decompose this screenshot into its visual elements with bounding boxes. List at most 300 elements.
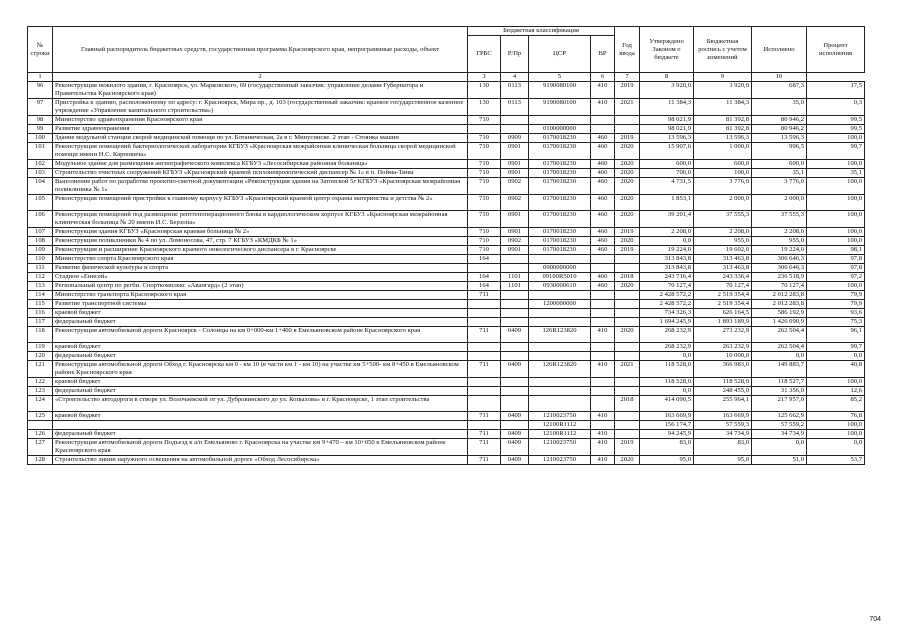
row-grbs <box>468 378 501 387</box>
row-year: 2019 <box>615 82 640 99</box>
row-percent: 35,1 <box>807 169 865 178</box>
row-csr <box>529 387 591 396</box>
row-year <box>615 412 640 421</box>
table-row <box>28 318 865 327</box>
row-number: 96 <box>28 82 53 99</box>
table-row <box>28 300 865 309</box>
row-vr: 410 <box>591 412 615 421</box>
table-row <box>28 264 865 273</box>
row-name: «Строительство автодороги в створе ул. Волочаевской от ул. Дубровинского до ул. Копылова» в г. Красноярске, 1 этап строительства <box>53 396 468 412</box>
row-name: Пристройка к зданию, расположенному по адресу: г. Красноярск, Мира пр., д. 103 (государственный заказчик: краевое государственное казенное учреждение «Управление капитального строительства») <box>53 99 468 116</box>
row-roster: 81 392,8 <box>694 116 752 125</box>
row-number: 103 <box>28 169 53 178</box>
row-year: 2020 <box>615 456 640 465</box>
row-percent: 100,0 <box>807 160 865 169</box>
row-csr: 1210023750 <box>529 412 591 421</box>
row-executed: 586 192,9 <box>752 309 807 318</box>
row-csr <box>529 291 591 300</box>
row-vr <box>591 352 615 361</box>
row-number: 107 <box>28 228 53 237</box>
row-roster: 2 519 354,4 <box>694 291 752 300</box>
row-rpr <box>501 255 529 264</box>
row-year <box>615 255 640 264</box>
row-name: Реконструкция автомобильной дороги Красноярск - Солонцы на км 0+000-км 1+400 в Емельяновском районе Красноярского края <box>53 327 468 343</box>
row-csr <box>529 309 591 318</box>
row-year: 2020 <box>615 237 640 246</box>
row-vr: 460 <box>591 246 615 255</box>
row-name: Развитие здравоохранения <box>53 125 468 134</box>
row-percent: 100,0 <box>807 195 865 211</box>
row-csr: 0170018230 <box>529 169 591 178</box>
row-grbs <box>468 343 501 352</box>
row-name: Модульное здание для размещения ангиографического комплекса КГБУЗ «Лесосибирская районная больница» <box>53 160 468 169</box>
row-roster: 263 232,9 <box>694 343 752 352</box>
row-approved: 70 127,4 <box>640 282 694 291</box>
row-year: 2020 <box>615 143 640 160</box>
row-rpr: 0409 <box>501 361 529 378</box>
row-rpr: 0902 <box>501 237 529 246</box>
row-csr: 126R123820 <box>529 361 591 378</box>
row-vr: 410 <box>591 99 615 116</box>
row-percent: 100,0 <box>807 421 865 430</box>
row-grbs: 710 <box>468 178 501 195</box>
row-name: Реконструкция помещений пристройки к главному корпусу КГБУЗ «Красноярский краевой центр охраны материнства и детства № 2» <box>53 195 468 211</box>
row-approved: 4 731,5 <box>640 178 694 195</box>
row-approved: 414 090,5 <box>640 396 694 412</box>
row-grbs: 710 <box>468 169 501 178</box>
row-vr: 410 <box>591 327 615 343</box>
row-csr: 0170018230 <box>529 246 591 255</box>
row-rpr: 0409 <box>501 412 529 421</box>
row-percent: 99,5 <box>807 125 865 134</box>
row-percent: 100,0 <box>807 237 865 246</box>
column-index: 6 <box>591 73 615 82</box>
row-executed: 236 518,9 <box>752 273 807 282</box>
row-roster: 366 983,0 <box>694 361 752 378</box>
row-name: Министерство спорта Красноярского края <box>53 255 468 264</box>
row-name: Реконструкция помещений под размещение рентгеноперационного блока в кардиологическом корпусе КГБУЗ «Красноярская межрайонная клиническая больница № 20 имени И.С. Берзона» <box>53 211 468 228</box>
row-percent: 97,8 <box>807 255 865 264</box>
row-executed: 57 559,2 <box>752 421 807 430</box>
row-roster: 1 893 189,9 <box>694 318 752 327</box>
row-executed: 996,5 <box>752 143 807 160</box>
header-num: № строки <box>28 27 53 73</box>
row-csr <box>529 378 591 387</box>
row-name: федеральный бюджет <box>53 318 468 327</box>
row-vr <box>591 387 615 396</box>
row-year: 2020 <box>615 211 640 228</box>
row-name: краевой бюджет <box>53 412 468 421</box>
row-number: 98 <box>28 116 53 125</box>
row-grbs <box>468 309 501 318</box>
row-year: 2019 <box>615 228 640 237</box>
row-percent: 85,2 <box>807 396 865 412</box>
row-csr: 9190080100 <box>529 99 591 116</box>
row-number: 115 <box>28 300 53 309</box>
row-grbs <box>468 300 501 309</box>
row-rpr <box>501 318 529 327</box>
row-csr: 0170018230 <box>529 160 591 169</box>
row-percent: 17,5 <box>807 82 865 99</box>
row-vr <box>591 125 615 134</box>
row-percent: 40,8 <box>807 361 865 378</box>
row-approved: 83,0 <box>640 439 694 456</box>
row-number <box>28 421 53 430</box>
row-approved: 2 428 572,2 <box>640 300 694 309</box>
row-csr: 0170018230 <box>529 178 591 195</box>
row-percent: 79,9 <box>807 291 865 300</box>
row-number: 117 <box>28 318 53 327</box>
table-row <box>28 228 865 237</box>
row-rpr: 0113 <box>501 99 529 116</box>
row-executed: 2 000,0 <box>752 195 807 211</box>
table-row <box>28 456 865 465</box>
row-name <box>53 421 468 430</box>
row-grbs: 711 <box>468 430 501 439</box>
table-row <box>28 195 865 211</box>
row-approved: 268 232,9 <box>640 327 694 343</box>
row-grbs <box>468 396 501 412</box>
row-vr: 460 <box>591 273 615 282</box>
row-roster: 34 734,9 <box>694 430 752 439</box>
row-vr <box>591 396 615 412</box>
table-row <box>28 361 865 378</box>
row-executed: 687,3 <box>752 82 807 99</box>
row-percent: 98,1 <box>807 246 865 255</box>
row-csr <box>529 318 591 327</box>
row-name: Реконструкция нежилого здания, г. Красноярск, ул. Марковского, 69 (государственный заказчик: управление делами Губернатора и Правительства Красноярского края) <box>53 82 468 99</box>
header-executed: Исполнено <box>752 27 807 73</box>
row-name: Реконструкция и расширение Красноярского краевого онкологического диспансера в г. Красноярске <box>53 246 468 255</box>
row-grbs: 711 <box>468 291 501 300</box>
row-number: 119 <box>28 343 53 352</box>
row-roster: 100,0 <box>694 169 752 178</box>
row-csr: 0930000610 <box>529 282 591 291</box>
column-index: 9 <box>694 73 752 82</box>
row-grbs: 711 <box>468 439 501 456</box>
row-executed: 1 426 090,9 <box>752 318 807 327</box>
row-executed: 217 957,0 <box>752 396 807 412</box>
column-index: 5 <box>529 73 591 82</box>
row-name: Реконструкция помещений бактериологической лаборатории КГБУЗ «Красноярская межрайонная клиническая больница скорой медицинской помощи имени Н.С. Карповича» <box>53 143 468 160</box>
row-roster: 10 000,0 <box>694 352 752 361</box>
row-rpr <box>501 387 529 396</box>
row-grbs: 710 <box>468 228 501 237</box>
row-vr <box>591 291 615 300</box>
row-vr <box>591 264 615 273</box>
row-grbs: 164 <box>468 273 501 282</box>
row-executed: 955,0 <box>752 237 807 246</box>
row-name: федеральный бюджет <box>53 430 468 439</box>
budget-table <box>27 26 865 465</box>
row-csr: 0170018230 <box>529 211 591 228</box>
row-percent: 79,9 <box>807 300 865 309</box>
table-row <box>28 327 865 343</box>
row-approved: 243 716,4 <box>640 273 694 282</box>
table-row <box>28 387 865 396</box>
row-year <box>615 116 640 125</box>
row-percent: 93,6 <box>807 309 865 318</box>
row-rpr: 0409 <box>501 430 529 439</box>
row-name: Реконструкция поликлиники № 4 по ул. Ломоносова, 47, стр. 7 КГБУЗ «КМДКБ № 1» <box>53 237 468 246</box>
row-number: 121 <box>28 361 53 378</box>
row-name: краевой бюджет <box>53 343 468 352</box>
row-approved: 1 853,1 <box>640 195 694 211</box>
row-approved: 163 669,9 <box>640 412 694 421</box>
row-percent: 0,3 <box>807 99 865 116</box>
row-name: Строительство очистных сооружений КГБУЗ «Красноярский краевой психоневрологический диспансер № 1» в п. Пойма-Тины <box>53 169 468 178</box>
row-roster: 2 208,0 <box>694 228 752 237</box>
row-rpr <box>501 264 529 273</box>
row-approved: 15 907,6 <box>640 143 694 160</box>
row-percent: 96,1 <box>807 327 865 343</box>
row-approved: 118 528,0 <box>640 378 694 387</box>
row-executed: 35,1 <box>752 169 807 178</box>
row-vr: 460 <box>591 237 615 246</box>
row-executed: 35,0 <box>752 99 807 116</box>
row-name: федеральный бюджет <box>53 352 468 361</box>
row-rpr: 0901 <box>501 169 529 178</box>
row-approved: 19 224,0 <box>640 246 694 255</box>
row-number: 106 <box>28 211 53 228</box>
row-csr: 9190080100 <box>529 82 591 99</box>
header-vr: ВР <box>591 36 615 73</box>
row-vr: 410 <box>591 361 615 378</box>
row-number: 122 <box>28 378 53 387</box>
row-number: 109 <box>28 246 53 255</box>
row-csr: 0170018230 <box>529 195 591 211</box>
row-year: 2020 <box>615 195 640 211</box>
header-budget-class: Бюджетная классификация <box>468 27 615 36</box>
row-roster: 255 964,1 <box>694 396 752 412</box>
row-name: Министерство транспорта Красноярского края <box>53 291 468 300</box>
row-rpr: 0909 <box>501 134 529 143</box>
row-approved: 118 528,0 <box>640 361 694 378</box>
row-grbs: 710 <box>468 195 501 211</box>
row-roster: 3 920,0 <box>694 82 752 99</box>
row-csr: 12100R1112 <box>529 430 591 439</box>
row-grbs: 710 <box>468 116 501 125</box>
row-executed: 3 776,0 <box>752 178 807 195</box>
column-index: 8 <box>640 73 694 82</box>
row-approved: 0,0 <box>640 352 694 361</box>
row-executed: 262 504,4 <box>752 343 807 352</box>
row-number: 101 <box>28 143 53 160</box>
row-name: Развитие транспортной системы <box>53 300 468 309</box>
row-year <box>615 309 640 318</box>
row-number: 124 <box>28 396 53 412</box>
column-index: 4 <box>501 73 529 82</box>
row-approved: 2 428 572,2 <box>640 291 694 300</box>
row-vr <box>591 116 615 125</box>
table-row <box>28 82 865 99</box>
row-roster: 3 776,0 <box>694 178 752 195</box>
row-rpr: 0901 <box>501 246 529 255</box>
row-approved: 3 920,0 <box>640 82 694 99</box>
row-grbs: 711 <box>468 456 501 465</box>
column-index: 3 <box>468 73 501 82</box>
row-vr: 460 <box>591 211 615 228</box>
row-rpr <box>501 309 529 318</box>
row-percent: 100,0 <box>807 228 865 237</box>
row-executed: 262 504,4 <box>752 327 807 343</box>
row-number: 97 <box>28 99 53 116</box>
header-percent: Процент исполнения <box>807 27 865 73</box>
row-approved: 156 174,7 <box>640 421 694 430</box>
row-roster: 13 596,3 <box>694 134 752 143</box>
row-name: Реконструкция автомобильной дороги Обход г. Красноярска км 0 - км 10 (в части км 1 - км 10) на участке км 5+500- км 8+450 в Емельяновском районе Красноярского края <box>53 361 468 378</box>
row-number: 118 <box>28 327 53 343</box>
table-row <box>28 343 865 352</box>
row-executed: 34 734,9 <box>752 430 807 439</box>
row-name: Строительство линии наружного освещения на автомобильной дороге «Обход Лесосибирска» <box>53 456 468 465</box>
row-vr: 460 <box>591 160 615 169</box>
row-executed: 37 555,3 <box>752 211 807 228</box>
table-row <box>28 134 865 143</box>
row-rpr: 1101 <box>501 273 529 282</box>
header-roster: Бюджетная роспись с учетом изменений <box>694 27 752 73</box>
table-row <box>28 116 865 125</box>
row-vr: 410 <box>591 82 615 99</box>
row-year: 2020 <box>615 282 640 291</box>
row-year: 2019 <box>615 439 640 456</box>
row-roster: 83,0 <box>694 439 752 456</box>
row-number: 111 <box>28 264 53 273</box>
row-number: 110 <box>28 255 53 264</box>
row-csr: 0170018230 <box>529 237 591 246</box>
row-rpr: 1101 <box>501 282 529 291</box>
row-approved: 700,0 <box>640 169 694 178</box>
row-grbs: 710 <box>468 237 501 246</box>
row-number: 126 <box>28 430 53 439</box>
row-executed: 149 883,7 <box>752 361 807 378</box>
row-grbs <box>468 125 501 134</box>
row-percent: 100,0 <box>807 178 865 195</box>
row-approved: 98 021,9 <box>640 125 694 134</box>
row-vr: 460 <box>591 195 615 211</box>
row-percent: 99,7 <box>807 343 865 352</box>
row-csr: 0100000000 <box>529 125 591 134</box>
row-vr: 410 <box>591 456 615 465</box>
row-vr <box>591 300 615 309</box>
row-executed: 13 596,3 <box>752 134 807 143</box>
row-percent: 75,3 <box>807 318 865 327</box>
row-roster: 313 463,8 <box>694 264 752 273</box>
row-executed: 80 946,2 <box>752 125 807 134</box>
row-grbs: 130 <box>468 99 501 116</box>
row-executed: 2 012 283,8 <box>752 291 807 300</box>
table-row <box>28 160 865 169</box>
row-vr: 460 <box>591 169 615 178</box>
row-number: 120 <box>28 352 53 361</box>
row-approved: 0,0 <box>640 387 694 396</box>
row-approved: 1 694 245,9 <box>640 318 694 327</box>
row-percent: 99,5 <box>807 116 865 125</box>
row-csr: 0900000000 <box>529 264 591 273</box>
row-vr <box>591 255 615 264</box>
row-number: 99 <box>28 125 53 134</box>
row-year <box>615 291 640 300</box>
header-approved: Утверждено Законом о бюджете <box>640 27 694 73</box>
header-grbs: ГРБС <box>468 36 501 73</box>
row-grbs: 710 <box>468 134 501 143</box>
row-vr: 460 <box>591 143 615 160</box>
row-grbs <box>468 387 501 396</box>
row-percent: 76,8 <box>807 412 865 421</box>
table-row <box>28 237 865 246</box>
row-year: 2021 <box>615 99 640 116</box>
row-executed: 19 224,0 <box>752 246 807 255</box>
row-executed: 51,0 <box>752 456 807 465</box>
row-name: Реконструкция здания КГБУЗ «Красноярская краевая больница № 2» <box>53 228 468 237</box>
row-csr <box>529 396 591 412</box>
row-rpr: 0901 <box>501 211 529 228</box>
row-rpr: 0901 <box>501 228 529 237</box>
row-name: краевой бюджет <box>53 309 468 318</box>
table-row <box>28 378 865 387</box>
row-roster: 248 455,0 <box>694 387 752 396</box>
row-number: 125 <box>28 412 53 421</box>
row-rpr <box>501 343 529 352</box>
row-executed: 600,0 <box>752 160 807 169</box>
document-page <box>27 26 864 465</box>
row-percent: 100,0 <box>807 134 865 143</box>
row-grbs: 710 <box>468 246 501 255</box>
row-year: 2020 <box>615 327 640 343</box>
row-csr <box>529 116 591 125</box>
row-percent: 0,0 <box>807 352 865 361</box>
row-roster: 1 000,0 <box>694 143 752 160</box>
table-row <box>28 211 865 228</box>
row-percent: 100,0 <box>807 211 865 228</box>
row-year: 2018 <box>615 273 640 282</box>
row-roster: 11 384,3 <box>694 99 752 116</box>
row-year: 2021 <box>615 361 640 378</box>
row-roster: 600,0 <box>694 160 752 169</box>
row-vr <box>591 309 615 318</box>
row-name: Министерство здравоохранения Красноярского края <box>53 116 468 125</box>
row-vr: 460 <box>591 282 615 291</box>
row-rpr <box>501 378 529 387</box>
row-grbs <box>468 352 501 361</box>
row-roster: 19 602,0 <box>694 246 752 255</box>
header-csr: ЦСР <box>529 36 591 73</box>
row-vr: 460 <box>591 228 615 237</box>
row-percent: 97,8 <box>807 264 865 273</box>
row-executed: 2 208,0 <box>752 228 807 237</box>
row-rpr: 0113 <box>501 82 529 99</box>
table-row <box>28 246 865 255</box>
row-percent: 97,2 <box>807 273 865 282</box>
row-roster: 626 164,5 <box>694 309 752 318</box>
table-row <box>28 255 865 264</box>
row-rpr <box>501 421 529 430</box>
row-year <box>615 318 640 327</box>
row-percent: 100,0 <box>807 282 865 291</box>
row-number: 113 <box>28 282 53 291</box>
row-csr: 126R123820 <box>529 327 591 343</box>
page-number: 704 <box>869 616 881 623</box>
header-recipient: Главный распорядитель бюджетных средств, государственная программа Красноярского края, непрограммные расходы, объект <box>53 27 468 73</box>
row-grbs <box>468 421 501 430</box>
row-year <box>615 125 640 134</box>
column-index: 2 <box>53 73 468 82</box>
row-rpr: 0409 <box>501 439 529 456</box>
row-executed: 80 946,2 <box>752 116 807 125</box>
row-number: 116 <box>28 309 53 318</box>
row-executed: 2 012 283,8 <box>752 300 807 309</box>
row-vr: 410 <box>591 439 615 456</box>
